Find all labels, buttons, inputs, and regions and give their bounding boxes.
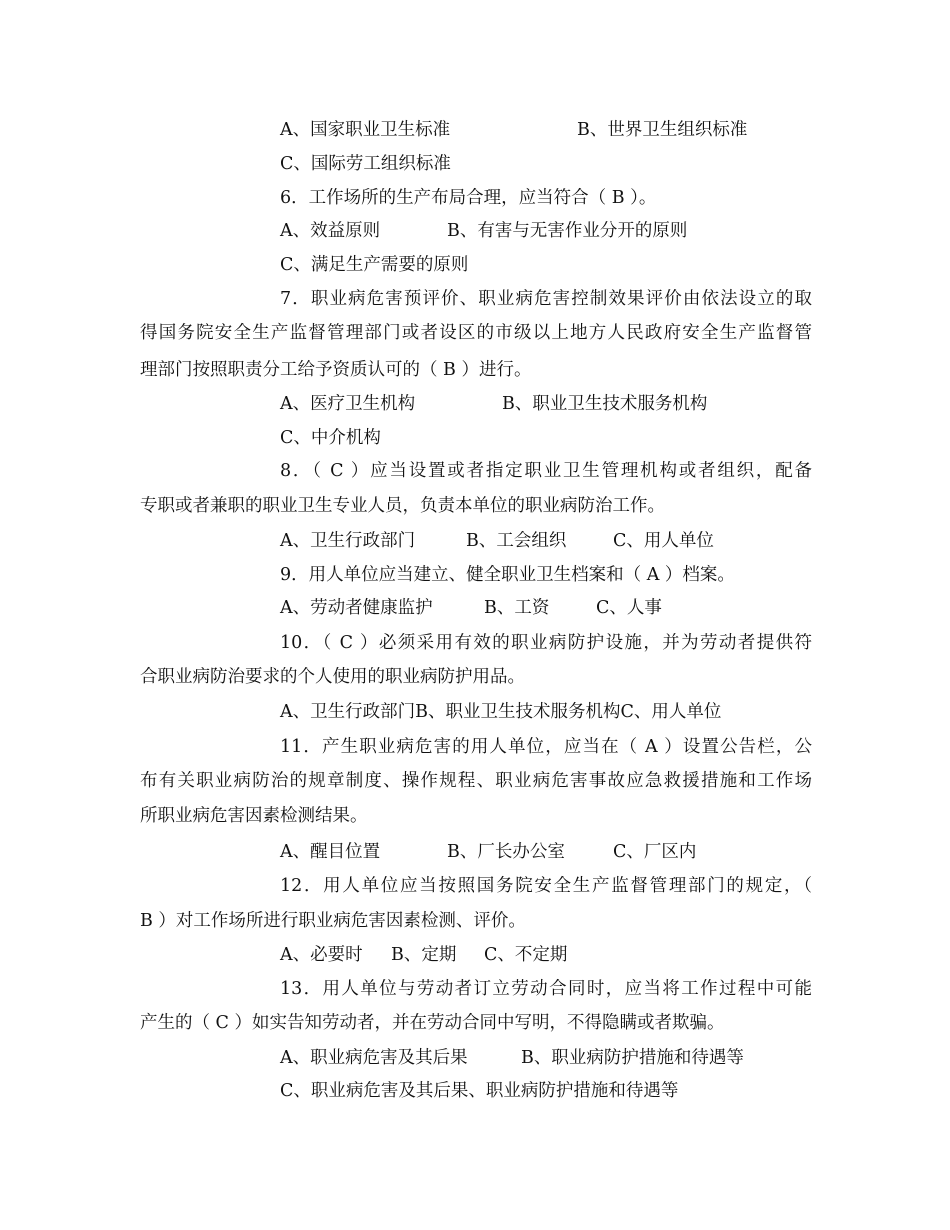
q10-options-line: A、卫生行政部门B、职业卫生技术服务机构C、用人单位 bbox=[280, 702, 722, 722]
option-c: C、人事 bbox=[596, 598, 662, 618]
question-7-line-1: 7．职业病危害预评价、职业病危害控制效果评价由依法设立的取 bbox=[280, 289, 812, 309]
option-a: A、醒目位置 bbox=[280, 842, 381, 862]
option-b: B、工资 bbox=[484, 598, 550, 618]
question-6: 6．工作场所的生产布局合理，应当符合（ B ）。 bbox=[280, 188, 657, 208]
option-b: B、定期 bbox=[391, 945, 457, 965]
q6-options-line bbox=[280, 219, 812, 243]
q7-options-line bbox=[280, 392, 812, 416]
q13-options-line bbox=[280, 1046, 812, 1070]
question-12-line-2: B ）对工作场所进行职业病危害因素检测、评价。 bbox=[140, 911, 526, 931]
question-11-line-2: 布有关职业病防治的规章制度、操作规程、职业病危害事故应急救援措施和工作场 bbox=[140, 771, 812, 791]
option-b: B、厂长办公室 bbox=[447, 842, 565, 862]
option-b: B、职业病防护措施和待遇等 bbox=[521, 1048, 744, 1068]
question-12-line-1: 12．用人单位应当按照国务院安全生产监督管理部门的规定，（ bbox=[280, 876, 812, 896]
question-10-line-1: 10．（ C ）必须采用有效的职业病防护设施，并为劳动者提供符 bbox=[280, 633, 812, 653]
option-c: C、国际劳工组织标准 bbox=[280, 154, 451, 174]
question-13-line-1: 13．用人单位与劳动者订立劳动合同时，应当将工作过程中可能 bbox=[280, 979, 812, 999]
option-c: C、厂区内 bbox=[613, 842, 697, 862]
q8-options-line bbox=[280, 529, 812, 553]
option-a: A、劳动者健康监护 bbox=[280, 598, 433, 618]
q9-options-line bbox=[280, 596, 812, 620]
q12-options-line bbox=[280, 943, 812, 967]
question-7-line-2: 得国务院安全生产监督管理部门或者设区的市级以上地方人民政府安全生产监督管 bbox=[140, 323, 812, 343]
option-a: A、国家职业卫生标准 bbox=[280, 120, 451, 140]
option-b: B、职业卫生技术服务机构 bbox=[502, 394, 708, 414]
question-9: 9．用人单位应当建立、健全职业卫生档案和（ A ）档案。 bbox=[280, 565, 735, 585]
question-13-line-2: 产生的（ C ）如实告知劳动者，并在劳动合同中写明，不得隐瞒或者欺骗。 bbox=[140, 1013, 725, 1033]
question-7-line-3: 理部门按照职责分工给予资质认可的（ B ）进行。 bbox=[140, 360, 532, 380]
question-11-line-1: 11．产生职业病危害的用人单位，应当在（ A ）设置公告栏，公 bbox=[280, 737, 812, 757]
question-8-line-1: 8．（ C ）应当设置或者指定职业卫生管理机构或者组织，配备 bbox=[280, 461, 812, 481]
option-c: C、中介机构 bbox=[280, 428, 381, 448]
option-c: C、职业病危害及其后果、职业病防护措施和待遇等 bbox=[280, 1081, 679, 1101]
option-c: C、满足生产需要的原则 bbox=[280, 255, 469, 275]
option-a: A、必要时 bbox=[280, 945, 363, 965]
question-10-line-2: 合职业病防治要求的个人使用的职业病防护用品。 bbox=[140, 667, 525, 687]
option-b: B、工会组织 bbox=[466, 531, 567, 551]
option-b: B、世界卫生组织标准 bbox=[577, 120, 748, 140]
option-c: C、不定期 bbox=[484, 945, 568, 965]
q11-options-line bbox=[280, 840, 812, 864]
question-8-line-2: 专职或者兼职的职业卫生专业人员，负责本单位的职业病防治工作。 bbox=[140, 496, 665, 516]
option-b: B、有害与无害作业分开的原则 bbox=[447, 221, 688, 241]
option-a: A、效益原则 bbox=[280, 221, 381, 241]
option-c: C、用人单位 bbox=[613, 531, 714, 551]
q5-options-line bbox=[280, 118, 812, 142]
question-11-line-3: 所职业病危害因素检测结果。 bbox=[140, 806, 368, 826]
option-a: A、职业病危害及其后果 bbox=[280, 1048, 468, 1068]
option-a: A、医疗卫生机构 bbox=[280, 394, 416, 414]
option-a: A、卫生行政部门 bbox=[280, 531, 416, 551]
